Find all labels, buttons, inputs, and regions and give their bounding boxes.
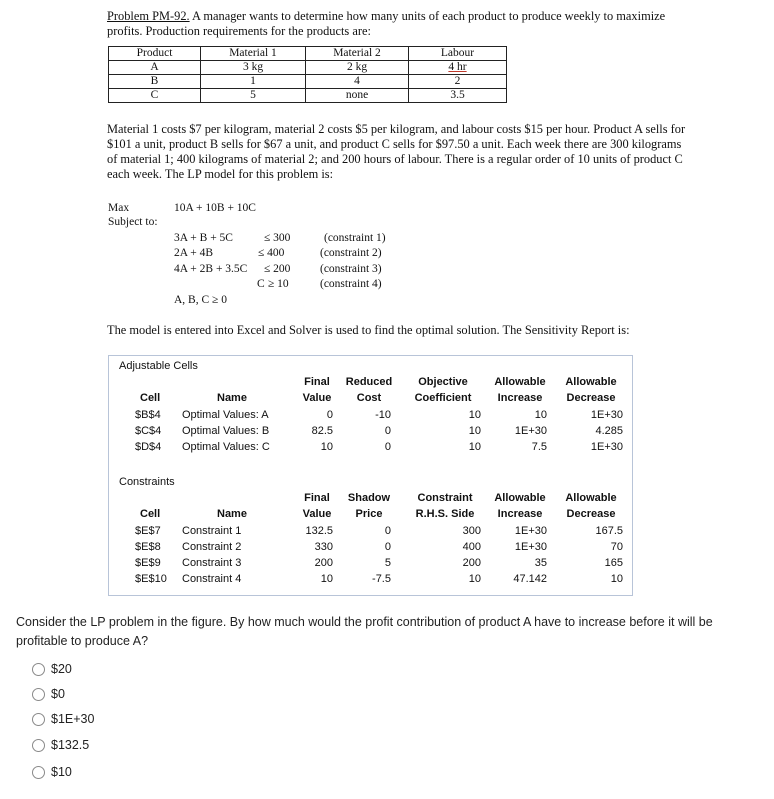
con-value: 132.5: [305, 525, 333, 537]
adj-value: 10: [468, 425, 481, 437]
req-cell: 3.5: [409, 89, 507, 103]
adj-header: Name: [217, 392, 247, 404]
constraint-label: (constraint 1): [324, 232, 386, 244]
constraints-title: Constraints: [119, 476, 175, 488]
constraint-label: (constraint 4): [320, 278, 382, 290]
adj-value: 0: [384, 425, 391, 437]
con-value: -7.5: [372, 573, 391, 585]
problem-intro: A manager wants to determine how many units of each product to produce weekly to maximize profits. Production requirements for the products are:: [107, 9, 666, 38]
req-cell: A: [109, 61, 201, 75]
con-name: Constraint 4: [182, 573, 242, 585]
option-label: $20: [51, 662, 72, 676]
option-2[interactable]: [32, 687, 65, 701]
constraint-label: (constraint 3): [320, 263, 382, 275]
con-cell: $E$9: [135, 557, 161, 569]
radio-button[interactable]: [32, 663, 45, 676]
adj-value: -10: [375, 409, 391, 421]
adj-header: Increase: [497, 392, 543, 404]
constraint-rel: ≤ 400: [258, 247, 285, 259]
con-header: Shadow: [347, 492, 391, 504]
req-header: Labour: [409, 47, 507, 61]
con-value: 330: [314, 541, 333, 553]
con-value: 300: [462, 525, 481, 537]
constraint-lhs: C: [257, 278, 265, 290]
req-header: Material 2: [306, 47, 409, 61]
constraint-lhs: 3A + B + 5C: [174, 232, 233, 244]
option-3[interactable]: [32, 712, 94, 726]
adj-header: Value: [302, 392, 332, 404]
req-cell: 3 kg: [201, 61, 306, 75]
con-header: Final: [304, 492, 330, 504]
adj-value: 7.5: [531, 441, 547, 453]
radio-button[interactable]: [32, 713, 45, 726]
radio-button[interactable]: [32, 766, 45, 779]
adj-header: Final: [304, 376, 330, 388]
sensitivity-report: [108, 355, 633, 596]
adj-value: 10: [468, 409, 481, 421]
con-header: Name: [217, 508, 247, 520]
con-name: Constraint 2: [182, 541, 242, 553]
con-header: Price: [355, 508, 383, 520]
constraint-lhs: 2A + 4B: [174, 247, 214, 259]
req-cell: 4: [306, 75, 409, 89]
con-header: Allowable: [494, 492, 546, 504]
req-cell: 5: [201, 89, 306, 103]
con-header: Increase: [497, 508, 543, 520]
adjustable-cells-title: Adjustable Cells: [119, 360, 198, 372]
option-4[interactable]: [32, 738, 89, 752]
option-label: $1E+30: [51, 712, 95, 726]
option-5[interactable]: [32, 765, 72, 779]
adj-value: 82.5: [311, 425, 333, 437]
req-header: Product: [109, 47, 201, 61]
model-note: The model is entered into Excel and Solver is used to find the optimal solution. The Sensitivity Report is:: [107, 323, 630, 337]
con-value: 47.142: [513, 573, 547, 585]
req-header: Material 1: [201, 47, 306, 61]
requirements-table: [108, 46, 507, 103]
adj-header: Allowable: [494, 376, 546, 388]
con-name: Constraint 1: [182, 525, 242, 537]
constraint-lhs: 4A + 2B + 3.5C: [174, 263, 248, 275]
req-cell: none: [306, 89, 409, 103]
constraint-rel: ≥ 10: [268, 278, 289, 290]
con-value: 0: [384, 541, 391, 553]
con-value: 200: [462, 557, 481, 569]
req-cell-labour-a: 4 hr: [448, 61, 467, 73]
adj-name: Optimal Values: B: [182, 425, 270, 437]
adj-value: 10: [534, 409, 547, 421]
adj-value: 10: [320, 441, 333, 453]
con-name: Constraint 3: [182, 557, 242, 569]
con-value: 1E+30: [514, 541, 547, 553]
constraint-rel: ≤ 300: [264, 232, 291, 244]
adj-cell: $D$4: [135, 441, 162, 453]
option-label: $132.5: [51, 738, 90, 752]
adj-value: 4.285: [595, 425, 623, 437]
option-1[interactable]: [32, 662, 72, 676]
req-cell: [409, 61, 507, 75]
adj-value: 1E+30: [590, 409, 623, 421]
adj-header: Decrease: [566, 392, 616, 404]
con-value: 200: [314, 557, 333, 569]
req-cell: 2: [409, 75, 507, 89]
con-header: Cell: [140, 508, 161, 520]
radio-button[interactable]: [32, 688, 45, 701]
problem-title: Problem PM-92.: [107, 9, 190, 23]
con-header: Constraint: [417, 492, 473, 504]
con-cell: $E$8: [135, 541, 161, 553]
con-value: 10: [610, 573, 623, 585]
con-value: 0: [384, 525, 391, 537]
adj-value: 10: [468, 441, 481, 453]
adj-name: Optimal Values: A: [182, 409, 269, 421]
con-header: Decrease: [566, 508, 616, 520]
adj-header: Coefficient: [414, 392, 472, 404]
objective-function: 10A + 10B + 10C: [174, 202, 256, 214]
adj-cell: $B$4: [135, 409, 161, 421]
adj-value: 1E+30: [514, 425, 547, 437]
con-value: 167.5: [595, 525, 623, 537]
subject-to-label: Subject to:: [108, 216, 158, 228]
adj-cell: $C$4: [135, 425, 162, 437]
con-value: 5: [384, 557, 391, 569]
con-header: Value: [302, 508, 332, 520]
adj-header: Reduced: [345, 376, 393, 388]
adj-value: 0: [326, 409, 333, 421]
con-value: 165: [604, 557, 623, 569]
option-label: $10: [51, 765, 72, 779]
con-value: 400: [462, 541, 481, 553]
adj-header: Objective: [418, 376, 468, 388]
con-value: 10: [320, 573, 333, 585]
adj-header: Cost: [356, 392, 382, 404]
req-cell: C: [109, 89, 201, 103]
con-cell: $E$10: [135, 573, 167, 585]
adj-header: Cell: [140, 392, 161, 404]
req-cell: B: [109, 75, 201, 89]
nonnegativity: A, B, C ≥ 0: [174, 294, 227, 306]
con-value: 70: [610, 541, 623, 553]
con-value: 1E+30: [514, 525, 547, 537]
adj-value: 0: [384, 441, 391, 453]
con-cell: $E$7: [135, 525, 161, 537]
option-label: $0: [51, 687, 65, 701]
radio-button[interactable]: [32, 739, 45, 752]
constraint-rel: ≤ 200: [264, 263, 291, 275]
max-label: Max: [108, 202, 130, 214]
req-cell: 2 kg: [306, 61, 409, 75]
problem-statement: [107, 9, 687, 39]
con-header: R.H.S. Side: [415, 508, 475, 520]
constraint-label: (constraint 2): [320, 247, 382, 259]
req-cell: 1: [201, 75, 306, 89]
con-value: 10: [468, 573, 481, 585]
adj-header: Allowable: [565, 376, 617, 388]
adj-name: Optimal Values: C: [182, 441, 270, 453]
con-value: 35: [534, 557, 547, 569]
con-header: Allowable: [565, 492, 617, 504]
question-text: Consider the LP problem in the figure. By how much would the profit contribution of product A have to increase before it will be profitable to produce A?: [16, 615, 713, 648]
problem-description: Material 1 costs $7 per kilogram, material 2 costs $5 per kilogram, and labour costs $15 per hour. Product A sells for $101 a unit, product B sells for $67 a unit, and product C sells for $97.50 a unit. Each week there are 300 kilograms of material 1; 400 kilograms of material 2; and 200 hours of labour. There is a regular order of 10 units of product C each week. The LP model for this problem is:: [107, 122, 686, 181]
adj-value: 1E+30: [590, 441, 623, 453]
